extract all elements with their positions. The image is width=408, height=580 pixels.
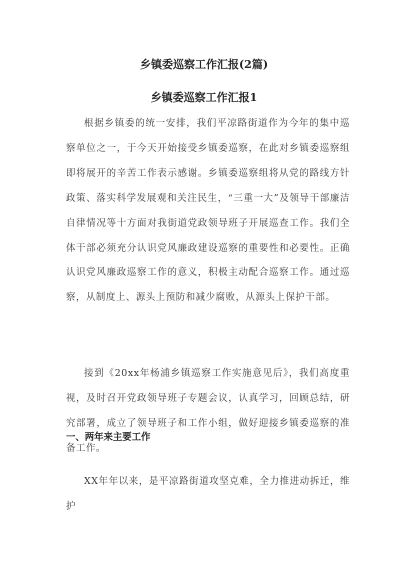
section-heading: 一、两年来主要工作: [66, 432, 151, 443]
document-title: 乡镇委巡察工作汇报(2篇): [139, 58, 269, 71]
paragraph-2: 接到《20xx年杨浦乡镇巡察工作实施意见后》，我们高度重视，及时召开党政领导班子专题会议，认真学习，回顾总结，研究部署，成立了领导班子和工作小组，做好迎接乡镇委巡察的准备工作。: [66, 368, 350, 454]
paragraph-3: XX年年以来，是平凉路街道攻坚克难，全力推进动拆迁，维护: [66, 476, 350, 512]
paragraph-1: 根据乡镇委的统一安排，我们平凉路街道作为今年的集中巡察单位之一，于今天开始接受乡镇委巡察，在此对乡镇委巡察组即将展开的辛苦工作表示感谢。乡镇委巡察组将从党的路线方针政策、落实科学发展观和关注民生，“三重一大”及领导干部廉洁自律情况等十方面对我街道党政领导班子开展巡查工作。我们全体干部必须充分认识党风廉政建设巡察的重要性和必要性。正确认识党风廉政巡察工作的意义，积极主动配合巡察工作。通过巡察，从制度上、源头上预防和减少腐败，从源头上保护干部。: [66, 118, 350, 304]
document-subtitle: 乡镇委巡察工作汇报1: [150, 91, 258, 104]
